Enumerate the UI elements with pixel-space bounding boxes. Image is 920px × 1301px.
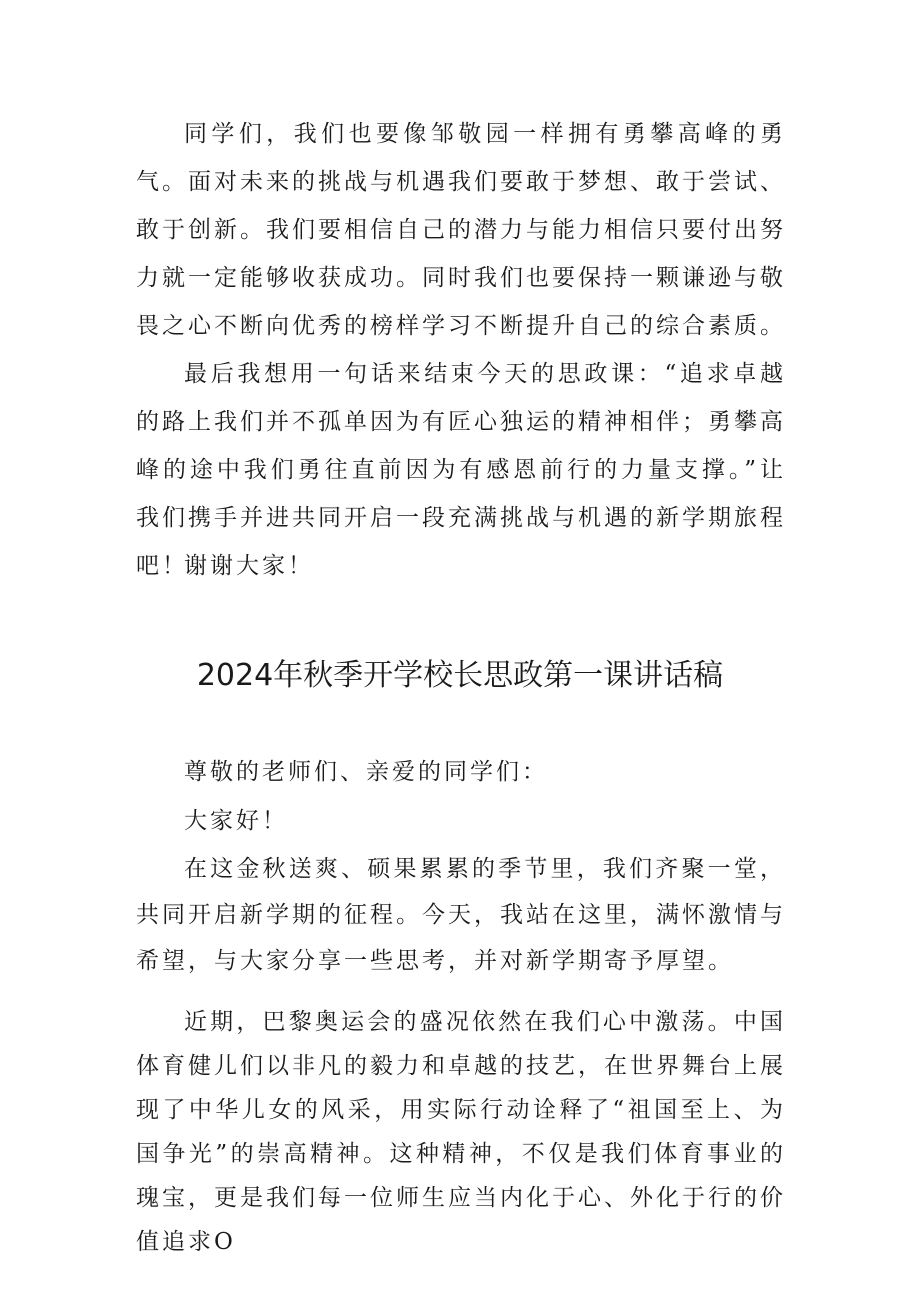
paragraph-closing-quote: 最后我想用一句话来结束今天的思政课：“追求卓越的路上我们并不孤单因为有匠心独运的精神相伴；勇攀高峰的途中我们勇往直前因为有感恩前行的力量支撑。”让我们携手并进共同开启一段充满挑战与机遇的新学期旅程吧！ bbox=[136, 361, 786, 579]
salutation-line: 尊敬的老师们、亲爱的同学们： bbox=[184, 759, 548, 785]
thanks-line: 谢谢大家！ bbox=[184, 553, 314, 579]
greeting-line: 大家好！ bbox=[184, 808, 288, 834]
paragraph-olympics: 近期，巴黎奥运会的盛况依然在我们心中激荡。中国体育健儿们以非凡的毅力和卓越的技艺，在世界舞台上展现了中华儿女的风采，用实际行动诠释了“祖国至上、为国争光”的崇高精神。这种精神，不仅是我们体育事业的瑰宝，更是我们每一位师生应当内化于心、外化于行的价值追求O bbox=[136, 1009, 786, 1255]
paragraph-courage: 同学们，我们也要像邹敬园一样拥有勇攀高峰的勇气。面对未来的挑战与机遇我们要敢于梦想、敢于尝试、敢于创新。我们要相信自己的潜力与能力相信只要付出努力就一定能够收获成功。同时我们也要保持一颗谦逊与敬畏之心不断向优秀的榜样学习不断提升自己的综合素质。 bbox=[136, 121, 786, 339]
paragraph-new-semester: 在这金秋送爽、硕果累累的季节里，我们齐聚一堂，共同开启新学期的征程。今天，我站在这里，满怀激情与希望，与大家分享一些思考，并对新学期寄予厚望。 bbox=[136, 856, 786, 974]
section-title: 2024年秋季开学校长思政第一课讲话稿 bbox=[196, 658, 724, 693]
